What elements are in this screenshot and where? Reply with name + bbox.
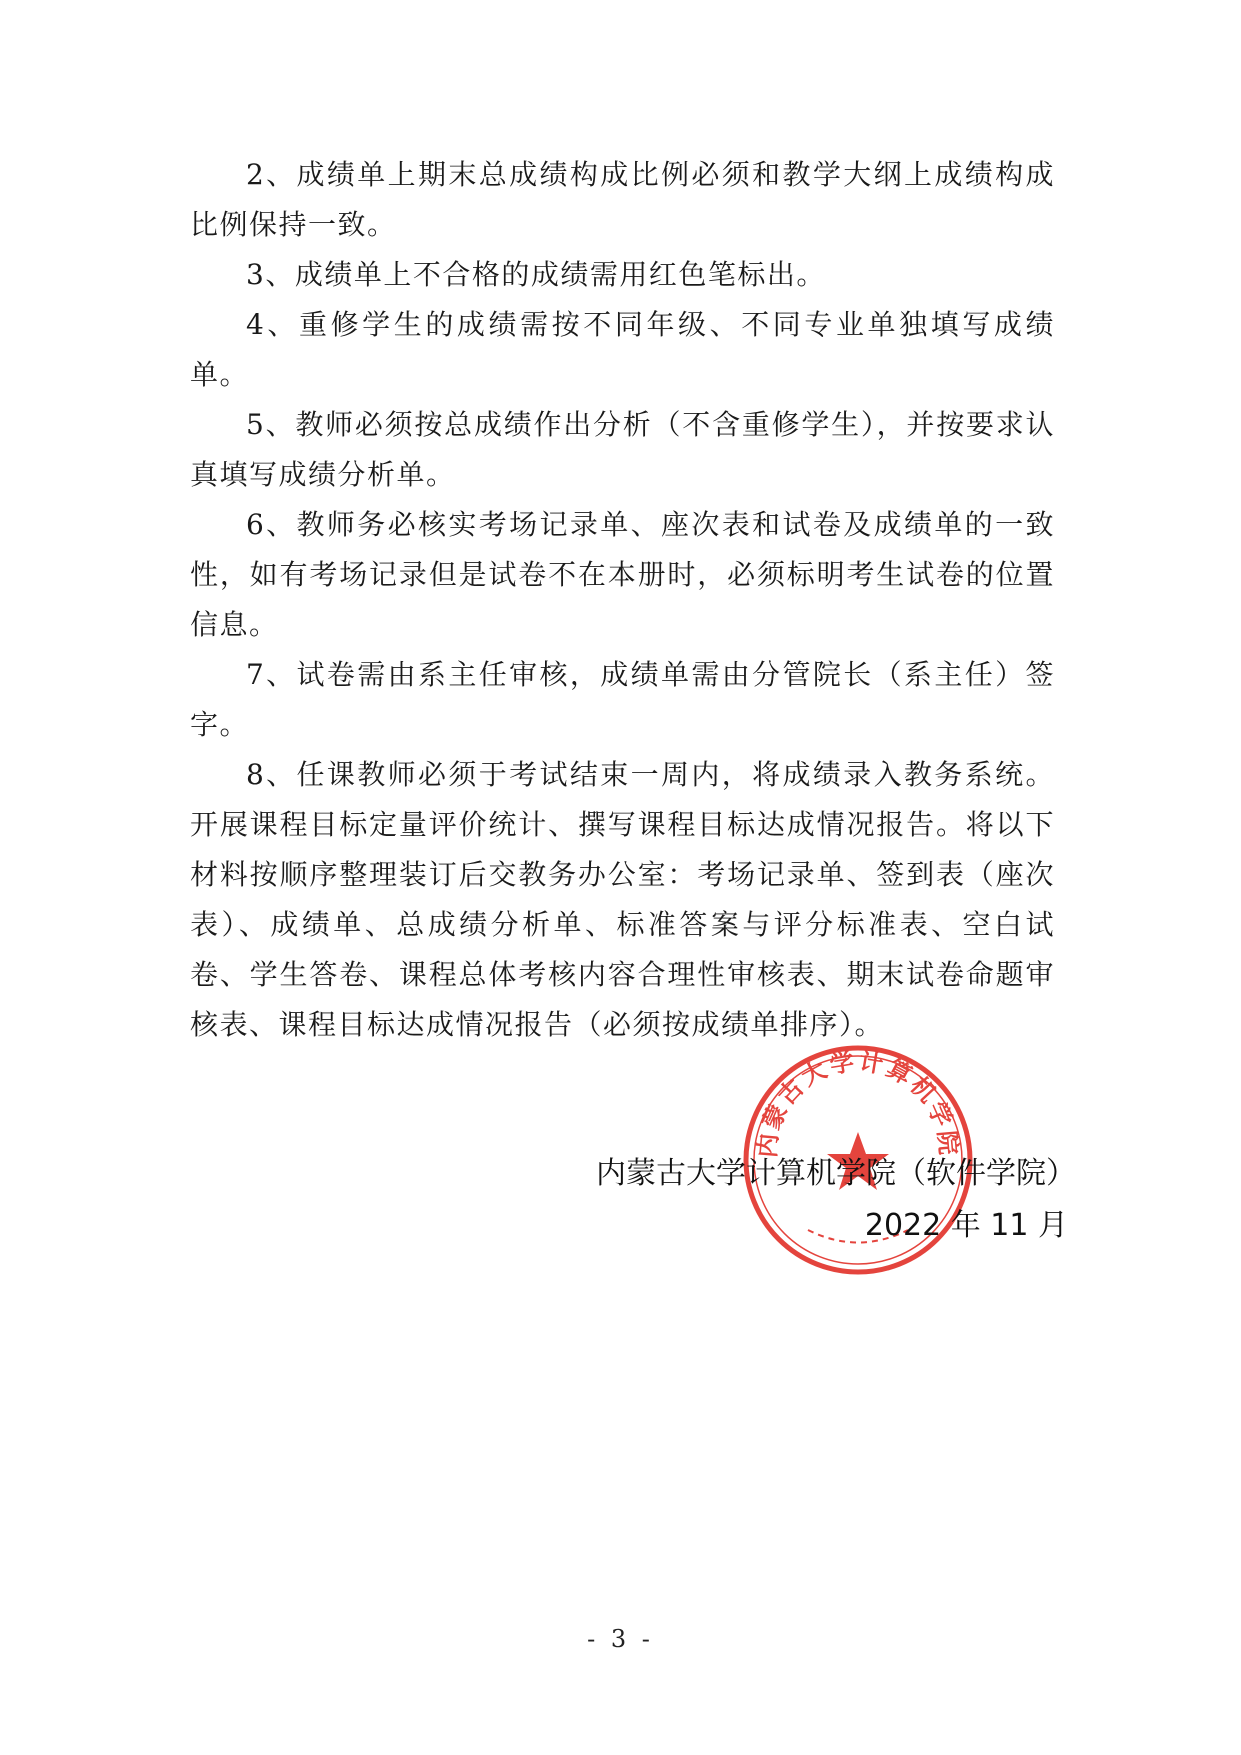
- paragraph-item-4: 4、重修学生的成绩需按不同年级、不同专业单独填写成绩单。: [190, 308, 1055, 391]
- paragraph-item-2: 2、成绩单上期末总成绩构成比例必须和教学大纲上成绩构成比例保持一致。: [190, 158, 1055, 241]
- page-number: - 3 -: [587, 1625, 654, 1653]
- paragraph-item-3: 3、成绩单上不合格的成绩需用红色笔标出。: [246, 258, 826, 291]
- seal-arc-text: 内蒙古大学计算机学院: [753, 1047, 963, 1159]
- paragraph-item-6: 6、教师务必核实考场记录单、座次表和试卷及成绩单的一致性，如有考场记录但是试卷不在本册时，必须标明考生试卷的位置信息。: [190, 508, 1055, 641]
- signature-organization: 内蒙古大学计算机学院（软件学院）: [596, 1156, 1076, 1191]
- signature-block: [596, 1148, 1076, 1252]
- signature-date: 2022 年 11 月: [864, 1208, 1068, 1243]
- paragraph-item-5: 5、教师必须按总成绩作出分析（不含重修学生），并按要求认真填写成绩分析单。: [190, 408, 1055, 491]
- paragraph-item-8: 8、任课教师必须于考试结束一周内，将成绩录入教务系统。开展课程目标定量评价统计、撰写课程目标达成情况报告。将以下材料按顺序整理装订后交教务办公室：考场记录单、签到表（座次表）、成绩单、总成绩分析单、标准答案与评分标准表、空白试卷、学生答卷、课程总体考核内容合理性审核表、期末试卷命题审核表、课程目标达成情况报告（必须按成绩单排序）。: [190, 758, 1055, 1041]
- paragraph-item-7: 7、试卷需由系主任审核，成绩单需由分管院长（系主任）签字。: [190, 658, 1055, 741]
- document-body: [190, 150, 1055, 1050]
